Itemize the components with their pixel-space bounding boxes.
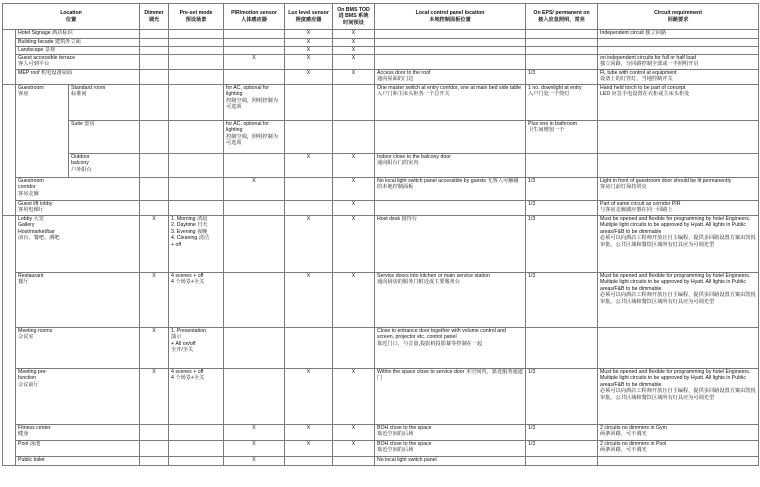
cell-pir: [224, 369, 285, 425]
table-row: [3, 154, 759, 178]
cell-circuit: 2 circuits no dimmers in Gym 两条回路，可不调光: [598, 425, 759, 441]
cell-preset: [169, 425, 224, 441]
cell-local-control: [375, 47, 526, 55]
cell-local-control: Close to entrance door together with volume control and screen, projector etc. control panel 靠近门口，与音量,投影机投影幕等控制在一起: [375, 328, 526, 369]
header-lux: Lux level sensor 照度感应器: [285, 4, 333, 30]
table-row: [3, 369, 759, 425]
cell-local-control: One master switch at entry corridor, one at main bed side table 入户门和主床头柜各一个总开关: [375, 85, 526, 121]
cell-preset: [169, 70, 224, 85]
cell-lux: [285, 85, 333, 121]
cell-location: Lobby 大堂 Gallery Host/market/bar 前台、餐吧、酒吧: [16, 216, 140, 273]
cell-preset: 1. Morning 清晨 2. Daytime 日天 3. Evening 夜晚 4. Cleaning 清洁 + off: [169, 216, 224, 273]
table-row: [3, 121, 759, 154]
cell-lux: [285, 178, 333, 201]
cell-eps: 1/3: [526, 216, 598, 273]
cell-local-control: Indoor close to the balcony door 通向阳台门的室内: [375, 154, 526, 178]
cell-local-control: BOH close to the space 靠近空间的后场: [375, 425, 526, 441]
cell-location: Landscape 景观: [16, 47, 140, 55]
cell-dimmer: [140, 55, 169, 70]
cell-circuit: [598, 154, 759, 178]
cell-eps: 1/3: [526, 178, 598, 201]
cell-eps: [526, 55, 598, 70]
cell-pir: X: [224, 178, 285, 201]
cell-pir: [224, 328, 285, 369]
cell-circuit: [598, 39, 759, 47]
cell-lux: X: [285, 273, 333, 328]
cell-circuit: Light in front of guestroom door should be lit permanently 客房门前灯保持常亮: [598, 178, 759, 201]
lighting-control-table: [2, 3, 759, 466]
cell-location: Fitness center 健身: [16, 425, 140, 441]
table-row: [3, 47, 759, 55]
cell-dimmer: [140, 154, 169, 178]
cell-pir: [224, 39, 285, 47]
cell-circuit: Must be opened and flexible for programming by hotel Engineers. Multiple light circuits to be approved by Hyatt. All lights in Public areas/F&B to be dimmable 必须可以向酒店工程师开放且自主编程，提供多回路设置方案由凯悦审批。公共区域和餐饮区域所有灯具应为可调光型: [598, 273, 759, 328]
cell-eps: 1/3: [526, 201, 598, 216]
cell-lux: X: [285, 425, 333, 441]
cell-dimmer: [140, 201, 169, 216]
cell-preset: 1. Presentation 演示 + All on/off 全开/全关: [169, 328, 224, 369]
cell-location: Guestroom corridor 客房走廊: [16, 178, 140, 201]
cell-bms: X: [333, 201, 375, 216]
cell-lux: X: [285, 369, 333, 425]
cell-lux: [285, 328, 333, 369]
cell-dimmer: [140, 121, 169, 154]
cell-circuit: Part of same circuit as corridor PIR 与客房走廊感应器在同一回路上: [598, 201, 759, 216]
cell-eps: [526, 30, 598, 39]
cell-preset: [169, 201, 224, 216]
cell-eps: [526, 47, 598, 55]
cell-eps: 1/3: [526, 441, 598, 457]
cell-preset: [169, 47, 224, 55]
cell-eps: 1/3: [526, 425, 598, 441]
cell-pir: X: [224, 55, 285, 70]
cell-circuit: [598, 121, 759, 154]
cell-pir: [224, 216, 285, 273]
cell-eps: Plus one in bathroom 卫生间增加一个: [526, 121, 598, 154]
table-row: [3, 273, 759, 328]
cell-preset: [169, 55, 224, 70]
cell-eps: [526, 39, 598, 47]
cell-local-control: Service doors into kitchen or main service station 通向厨房的服务门附近或主要服务台: [375, 273, 526, 328]
cell-dimmer: [140, 70, 169, 85]
cell-location: Guestroom 客房: [16, 85, 69, 178]
cell-lux: [285, 121, 333, 154]
header-eps: On EPS/ permanent on 接入应急照明、常亮: [526, 4, 598, 30]
table-row: [3, 201, 759, 216]
cell-bms: X: [333, 30, 375, 39]
header-pir: PIR/motion sensor 人体感应器: [224, 4, 285, 30]
header-circuit: Circuit requirement 回路要求: [598, 4, 759, 30]
cell-lux: X: [285, 441, 333, 457]
header-bms: On BMS TOD 进 BMS 系统 时间预设: [333, 4, 375, 30]
cell-lux: X: [285, 70, 333, 85]
cell-dimmer: [140, 457, 169, 466]
cell-preset: [169, 85, 224, 121]
cell-eps: 1/3: [526, 273, 598, 328]
cell-pir: for AC, optional for lighting 控制空调，照明控制为可选项: [224, 121, 285, 154]
header-location: Location 位置: [3, 4, 140, 30]
cell-local-control: Within the space close to service door 本空间内，靠近服务通道门: [375, 369, 526, 425]
cell-bms: [333, 85, 375, 121]
table-row: [3, 70, 759, 85]
cell-dimmer: [140, 178, 169, 201]
cell-lux: X: [285, 154, 333, 178]
cell-preset: [169, 154, 224, 178]
cell-bms: X: [333, 216, 375, 273]
cell-lux: X: [285, 55, 333, 70]
cell-lux: X: [285, 30, 333, 39]
cell-location: MEP roof 机电设备屋面: [16, 70, 140, 85]
cell-location: Hotel Signage 酒店标识: [16, 30, 140, 39]
cell-preset: [169, 121, 224, 154]
cell-pir: [224, 273, 285, 328]
cell-preset: [169, 441, 224, 457]
cell-pir: [224, 154, 285, 178]
header-local-control: Local control panel location 本地控制面板位置: [375, 4, 526, 30]
cell-sublocation: Standard room 标准间: [69, 85, 140, 121]
table-row: [3, 216, 759, 273]
cell-eps: 1 no. downlight at entry 入户门处一个筒灯: [526, 85, 598, 121]
cell-bms: X: [333, 39, 375, 47]
table-row: [3, 457, 759, 466]
cell-location: Restaurant 餐厅: [16, 273, 140, 328]
cell-preset: [169, 30, 224, 39]
cell-pir: X: [224, 441, 285, 457]
cell-dimmer: [140, 39, 169, 47]
cell-bms: X: [333, 273, 375, 328]
cell-local-control: No local light switch panel accessible by guests 无客人可触碰的本地控制面板: [375, 178, 526, 201]
header-dimmer: Dimmer 调光: [140, 4, 169, 30]
table-row: [3, 328, 759, 369]
cell-bms: [333, 121, 375, 154]
cell-sublocation: Outdoor balcony 户外阳台: [69, 154, 140, 178]
cell-pir: for AC, optional for lighting 控制空调，照明控制为可选项: [224, 85, 285, 121]
cell-dimmer: X: [140, 273, 169, 328]
group-label-guestroom: [3, 85, 16, 216]
cell-dimmer: [140, 85, 169, 121]
cell-preset: 4 scenes + off 4 个场景+全关: [169, 273, 224, 328]
cell-circuit: [598, 457, 759, 466]
table-row: [3, 39, 759, 47]
cell-lux: [285, 201, 333, 216]
cell-circuit: [598, 328, 759, 369]
cell-bms: X: [333, 55, 375, 70]
cell-bms: [333, 328, 375, 369]
cell-dimmer: [140, 30, 169, 39]
cell-circuit: Must be opened and flexible for programming by hotel Engineers. Multiple light circuits to be approved by Hyatt. All lights in Public areas/F&B to be dimmable 必须可以向酒店工程师开放且自主编程，提供多回路设置方案由凯悦审批。公共区域和餐饮区域所有灯具应为可调光型: [598, 216, 759, 273]
cell-pir: [224, 47, 285, 55]
table-row: [3, 425, 759, 441]
cell-eps: 1/3: [526, 70, 598, 85]
cell-local-control: BOH close to the space 靠近空间的后场: [375, 441, 526, 457]
cell-dimmer: [140, 425, 169, 441]
cell-pir: [224, 201, 285, 216]
cell-lux: X: [285, 216, 333, 273]
cell-location: Pool 泳池: [16, 441, 140, 457]
table-row: [3, 55, 759, 70]
cell-pir: [224, 30, 285, 39]
cell-location: Meeting rooms 会议室: [16, 328, 140, 369]
cell-location: Guest accessible terrace 客人可到平台: [16, 55, 140, 70]
header-row: [3, 4, 759, 30]
cell-bms: X: [333, 369, 375, 425]
cell-circuit: Hand held torch to be part of concept LED 应急手电设置在衣柜或主床头柜处: [598, 85, 759, 121]
cell-bms: X: [333, 425, 375, 441]
cell-circuit: [598, 47, 759, 55]
cell-pir: X: [224, 457, 285, 466]
cell-local-control: [375, 201, 526, 216]
cell-dimmer: X: [140, 216, 169, 273]
cell-lux: [285, 457, 333, 466]
cell-bms: X: [333, 154, 375, 178]
cell-preset: [169, 39, 224, 47]
group-label-exterior: [3, 30, 16, 85]
cell-sublocation: Suite 套房: [69, 121, 140, 154]
cell-circuit: Must be opened and flexible for programming by hotel Engineers. Multiple light circuits to be approved by Hyatt. All lights in Public areas/F&B to be dimmable 必须可以向酒店工程师开放且自主编程，提供多回路设置方案由凯悦审批。公共区域和餐饮区域所有灯具应为可调光型: [598, 369, 759, 425]
cell-dimmer: [140, 441, 169, 457]
cell-eps: [526, 328, 598, 369]
cell-location: Public toilet: [16, 457, 140, 466]
cell-dimmer: [140, 47, 169, 55]
cell-dimmer: X: [140, 328, 169, 369]
cell-circuit: Independent circuit 独立回路: [598, 30, 759, 39]
table-row: [3, 178, 759, 201]
cell-local-control: [375, 39, 526, 47]
table-row: [3, 30, 759, 39]
cell-bms: X: [333, 441, 375, 457]
cell-eps: [526, 457, 598, 466]
cell-pir: [224, 70, 285, 85]
group-label-public: [3, 216, 16, 466]
cell-bms: X: [333, 70, 375, 85]
cell-local-control: No local light switch panel: [375, 457, 526, 466]
cell-pir: X: [224, 425, 285, 441]
cell-preset: [169, 178, 224, 201]
cell-local-control: [375, 121, 526, 154]
cell-local-control: Host desk 接待台: [375, 216, 526, 273]
table-row: [3, 85, 759, 121]
cell-preset: [169, 457, 224, 466]
table-row: [3, 441, 759, 457]
cell-location: Guest lift lobby 客用电梯厅: [16, 201, 140, 216]
cell-circuit: FL tube with control at equipment 设备上的灯管灯，当地控制开关: [598, 70, 759, 85]
cell-circuit: on independent circuits for full or half load 独立回路，分回路控制全部或一半照明开启: [598, 55, 759, 70]
cell-local-control: [375, 30, 526, 39]
cell-local-control: [375, 55, 526, 70]
cell-lux: X: [285, 47, 333, 55]
cell-eps: [526, 154, 598, 178]
cell-location: Building facade 建筑外立面: [16, 39, 140, 47]
cell-lux: X: [285, 39, 333, 47]
cell-bms: [333, 457, 375, 466]
header-preset: Pre-set mode 预设场景: [169, 4, 224, 30]
cell-preset: 4 scenes + off 4 个场景+全关: [169, 369, 224, 425]
cell-local-control: Access door to the roof 通向屋面的门边: [375, 70, 526, 85]
cell-circuit: 2 circuits no dimmers in Pool 两条回路，可不调光: [598, 441, 759, 457]
cell-bms: X: [333, 47, 375, 55]
cell-bms: X: [333, 178, 375, 201]
cell-dimmer: X: [140, 369, 169, 425]
cell-location: Meeting pre- function 会议前厅: [16, 369, 140, 425]
cell-eps: 1/3: [526, 369, 598, 425]
